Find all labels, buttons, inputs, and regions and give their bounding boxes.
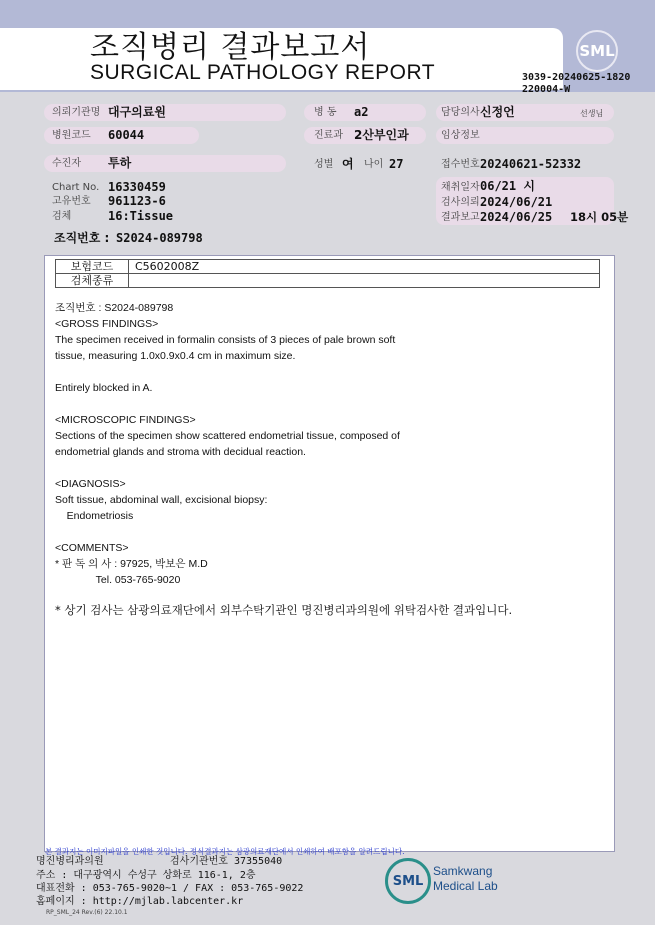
tissue-no-label: 조직번호 : (54, 231, 110, 245)
institution-value: 대구의료원 (108, 105, 166, 119)
tissue-no-value: S2024-089798 (116, 231, 203, 245)
brand-line2: Medical Lab (433, 879, 498, 893)
ward-label: 병 동 (314, 107, 337, 118)
institution-label: 의뢰기관명 (52, 107, 101, 118)
id-value: 961123-6 (108, 194, 166, 208)
specimen-label: 검체 (52, 211, 72, 222)
age-label: 나이 (364, 159, 384, 170)
collect-value: 06/21 시 (480, 179, 535, 193)
sex-label: 성별 (314, 159, 334, 170)
brand-name (433, 864, 498, 894)
id-label: 고유번호 (52, 196, 91, 207)
lab-phone: 대표전화 : 053-765-9020~1 / FAX : 053-765-9022 (36, 883, 304, 894)
insurance-code-value: C5602008Z (129, 260, 600, 274)
samkwang-logo-icon: SML (385, 858, 431, 904)
report-body: 조직번호 : S2024-089798 <GROSS FINDINGS> The specimen received in formalin consists of 3 pieces of pale brown soft tissue, measuring 1.0x0.9x0.4 cm in maximum size. Entirely blocked in A. <MICROSCOPIC FINDINGS> Sections of the specimen show scattered endometrial tissue, composed of endometrial glands and stroma with decidual reaction. <DIAGNOSIS> Soft tissue, abdominal wall, excisional biopsy: Endometriosis <COMMENTS> * 판 독 의 사 : 97925, 박보은 M.D Tel. 053-765-9020 (55, 302, 400, 586)
clinical-label: 임상정보 (441, 130, 480, 141)
patient-value: 투하 (108, 156, 132, 170)
patient-label: 수진자 (52, 158, 81, 169)
result-date-value: 2024/06/25 (480, 210, 553, 224)
request-label: 검사의뢰 (441, 197, 480, 208)
outsourcing-notice: * 상기 검사는 삼광의료재단에서 외부수탁기관인 명진병리과의원에 위탁검사한 결과입니다. (55, 603, 513, 617)
report-id-line1: 3039-20240625-1820 (522, 72, 631, 83)
age-value: 27 (389, 157, 404, 171)
table-row (56, 260, 600, 274)
collect-label: 채취일자 (441, 182, 480, 193)
lab-address: 주소 : 대구광역시 수성구 상화로 116-1, 2층 (36, 870, 256, 881)
dept-label: 진료과 (314, 130, 343, 141)
sml-logo-icon: SML (576, 30, 618, 72)
chart-label: Chart No. (52, 182, 100, 193)
specimen-value: 16:Tissue (108, 209, 174, 223)
sex-value: 여 (342, 157, 354, 171)
dept-value: 2산부인과 (354, 128, 409, 142)
receipt-label: 접수번호 (441, 159, 480, 170)
receipt-value: 20240621-52332 (480, 157, 582, 171)
hospital-code-label: 병원코드 (52, 130, 91, 141)
revision-code: RP_SML_24 Rev.(6) 22.10.1 (46, 909, 128, 916)
doctor-value: 신정언 (480, 105, 515, 119)
insurance-table (55, 259, 600, 288)
brand-line1: Samkwang (433, 864, 493, 878)
lab-homepage: 홈페이지 : http://mjlab.labcenter.kr (36, 896, 244, 907)
request-value: 2024/06/21 (480, 195, 553, 209)
doctor-suffix: 선생님 (580, 109, 604, 118)
page-title-korean: 조직병리 결과보고서 (90, 30, 371, 65)
table-row (56, 274, 600, 288)
page-title-english: SURGICAL PATHOLOGY REPORT (90, 61, 436, 84)
result-label: 결과보고 (441, 212, 480, 223)
insurance-code-label: 보험코드 (56, 260, 129, 274)
hospital-code-value: 60044 (108, 128, 145, 142)
specimen-type-label: 검체종류 (56, 274, 129, 288)
specimen-type-value (129, 274, 600, 288)
result-time-value: 18시 05분 (570, 210, 629, 224)
report-content-panel (44, 255, 615, 852)
report-id-line2: 220004-W (522, 84, 571, 95)
lab-name: 명진병리과의원 (36, 856, 104, 867)
chart-value: 16330459 (108, 180, 166, 194)
lab-number: 검사기관번호 37355040 (170, 856, 283, 867)
doctor-label: 담당의사 (441, 107, 480, 118)
report-id (522, 72, 630, 96)
print-notice: 본 결과지는 이미지파일을 인쇄한 것입니다. 정식결과지는 삼광의료재단에서 인쇄하여 배포함을 알려드립니다. (45, 847, 405, 856)
ward-value: a2 (354, 105, 369, 119)
